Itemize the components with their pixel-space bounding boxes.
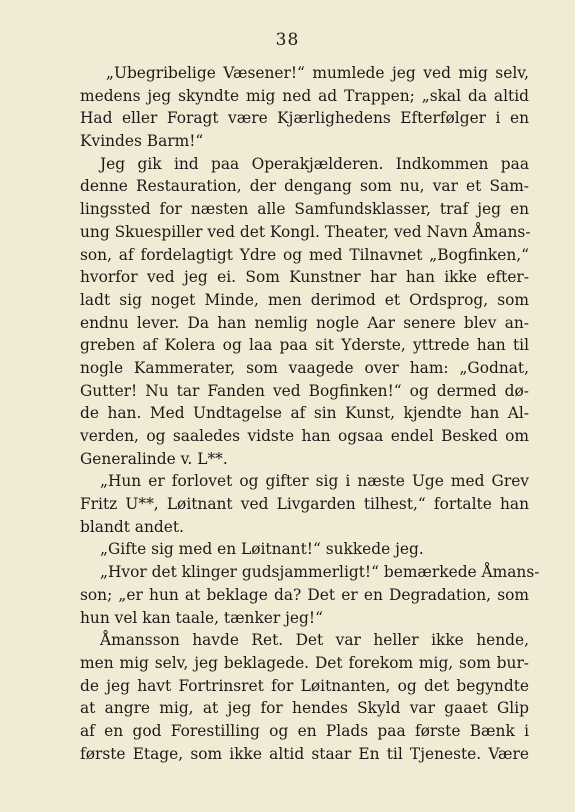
page-number: 38	[275, 30, 300, 50]
text-line: de jeg havt Fortrinsret for Løitnanten, og det begyndte	[80, 676, 529, 695]
text-line: Gutter! Nu tar Fanden ved Bogfinken!“ og dermed dø-	[80, 381, 529, 400]
text-line: Åmansson havde Ret. Det var heller ikke hende,	[100, 631, 529, 650]
text-line: hun vel kan taale, tænker jeg!“	[80, 608, 323, 627]
text-line: „Ubegribelige Væsener!“ mumlede jeg ved mig selv,	[106, 64, 529, 82]
text-line: „Hvor det klinger gudsjammerligt!“ bemærkede Åmans-	[100, 563, 540, 582]
text-line: Fritz U**, Løitnant ved Livgarden tilhest,“ fortalte han	[80, 495, 529, 514]
text-line: son, af fordelagtigt Ydre og med Tilnavnet „Bogfinken,“	[80, 245, 529, 264]
text-line: Had eller Foragt være Kjærlighedens Efterfølger i en	[80, 109, 529, 128]
text-line: endnu lever. Da han nemlig nogle Aar senere blev an-	[80, 313, 529, 332]
text-line: medens jeg skyndte mig ned ad Trappen; „skal da altid	[80, 86, 529, 105]
text-line: ladt sig noget Minde, men derimod et Ordsprog, som	[80, 290, 529, 309]
text-line: greben af Kolera og laa paa sit Yderste, yttrede han til	[80, 336, 529, 355]
text-line: første Etage, som ikke altid staar En til Tjeneste. Være	[80, 744, 529, 763]
text-line: son; „er hun at beklage da? Det er en Degradation, som	[80, 585, 529, 604]
text-line: blandt andet.	[80, 517, 184, 536]
text-line: ung Skuespiller ved det Kongl. Theater, ved Navn Åmans-	[80, 222, 531, 241]
text-line: nogle Kammerater, som vaagede over ham: „Godnat,	[80, 358, 529, 377]
text-line: at angre mig, at jeg for hendes Skyld var gaaet Glip	[80, 699, 529, 718]
text-line: „Hun er forlovet og gifter sig i næste Uge med Grev	[100, 472, 529, 491]
text-line: verden, og saaledes vidste han ogsaa endel Besked om	[80, 427, 529, 445]
text-line: denne Restauration, der dengang som nu, var et Sam-	[80, 177, 529, 196]
text-line: af en god Forestilling og en Plads paa første Bænk i	[80, 721, 529, 740]
text-line: Generalinde v. L**.	[80, 449, 228, 468]
text-line: „Gifte sig med en Løitnant!“ sukkede jeg.	[100, 540, 424, 559]
text-line: Kvindes Barm!“	[80, 132, 204, 151]
text-line: men mig selv, jeg beklagede. Det forekom mig, som bur-	[80, 653, 529, 672]
text-line: lingssted for næsten alle Samfundsklasser, traf jeg en	[80, 200, 529, 219]
text-line: Jeg gik ind paa Operakjælderen. Indkommen paa	[100, 154, 529, 173]
body-text	[80, 62, 540, 765]
text-line: de han. Med Undtagelse af sin Kunst, kjendte han Al-	[80, 404, 529, 423]
text-line: hvorfor ved jeg ei. Som Kunstner har han ikke efter-	[80, 268, 529, 287]
